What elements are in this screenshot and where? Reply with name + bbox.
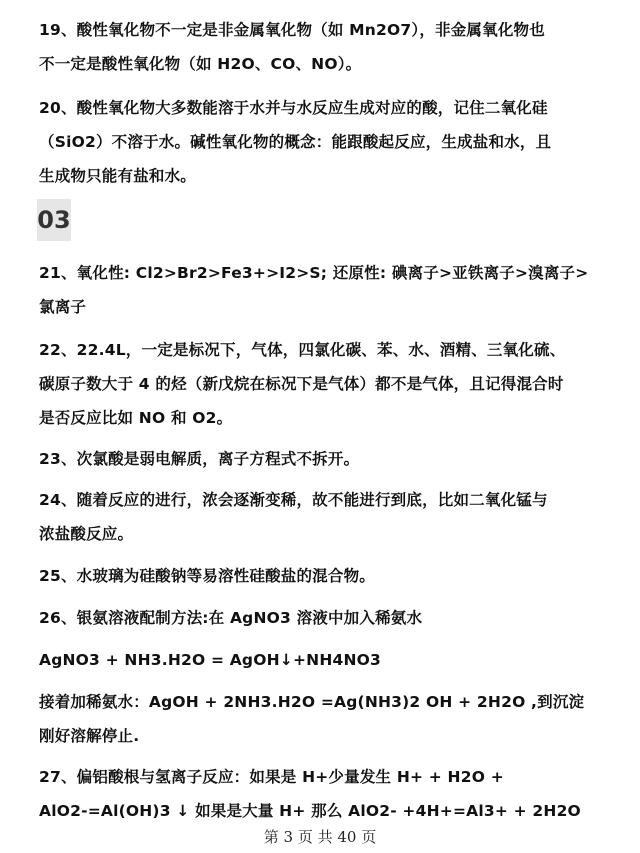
item-19 <box>39 13 607 81</box>
text-line: 不一定是酸性氧化物（如 H2O、CO、NO）。 <box>39 55 362 73</box>
text-line: 刚好溶解停止. <box>39 727 140 745</box>
text-line: 是否反应比如 NO 和 O2。 <box>39 409 233 427</box>
text-line: 26、银氨溶液配制方法:在 AgNO3 溶液中加入稀氨水 <box>39 609 423 627</box>
item-26 <box>39 601 607 635</box>
text-line: 氯离子 <box>39 298 87 316</box>
text-line: 27、偏铝酸根与氢离子反应：如果是 H+少量发生 H+ + H2O + <box>39 768 504 786</box>
text-line: 20、酸性氧化物大多数能溶于水并与水反应生成对应的酸，记住二氧化硅 <box>39 99 548 117</box>
item-27 <box>39 760 607 828</box>
text-line: 碳原子数大于 4 的烃（新戊烷在标况下是气体）都不是气体，且记得混合时 <box>39 375 564 393</box>
item-24 <box>39 483 607 551</box>
item-20 <box>39 91 607 193</box>
item-26-continued <box>39 685 607 753</box>
equation-line <box>39 643 607 677</box>
page-footer: 第 3 页 共 40 页 <box>263 828 377 846</box>
text-line: 浓盐酸反应。 <box>39 525 134 543</box>
text-line: 接着加稀氨水：AgOH + 2NH3.H2O =Ag(NH3)2 OH + 2H2O ,到沉淀 <box>39 693 585 711</box>
item-22 <box>39 333 607 435</box>
item-23 <box>39 442 607 476</box>
text-line: 22、22.4L，一定是标况下，气体，四氯化碳、苯、水、酒精、三氧化硫、 <box>39 341 566 359</box>
text-line: 25、水玻璃为硅酸钠等易溶性硅酸盐的混合物。 <box>39 567 375 585</box>
item-25 <box>39 559 607 593</box>
text-line: AlO2-=Al(OH)3 ↓ 如果是大量 H+ 那么 AlO2- +4H+=Al3+ + 2H2O <box>39 802 581 820</box>
text-line: 生成物只能有盐和水。 <box>39 167 197 185</box>
item-21 <box>39 256 607 324</box>
text-line: 23、次氯酸是弱电解质，离子方程式不拆开。 <box>39 450 360 468</box>
section-number-badge: 03 <box>37 199 71 241</box>
text-line: 21、氧化性: Cl2>Br2>Fe3+>I2>S; 还原性: 碘离子>亚铁离子>溴离子> <box>39 264 589 282</box>
text-line: 24、随着反应的进行，浓会逐渐变稀，故不能进行到底，比如二氧化锰与 <box>39 491 548 509</box>
text-line: （SiO2）不溶于水。碱性氧化物的概念：能跟酸起反应，生成盐和水，且 <box>39 133 552 151</box>
text-line: 19、酸性氧化物不一定是非金属氧化物（如 Mn2O7），非金属氧化物也 <box>39 21 545 39</box>
text-line: AgNO3 + NH3.H2O = AgOH↓+NH4NO3 <box>39 651 382 669</box>
